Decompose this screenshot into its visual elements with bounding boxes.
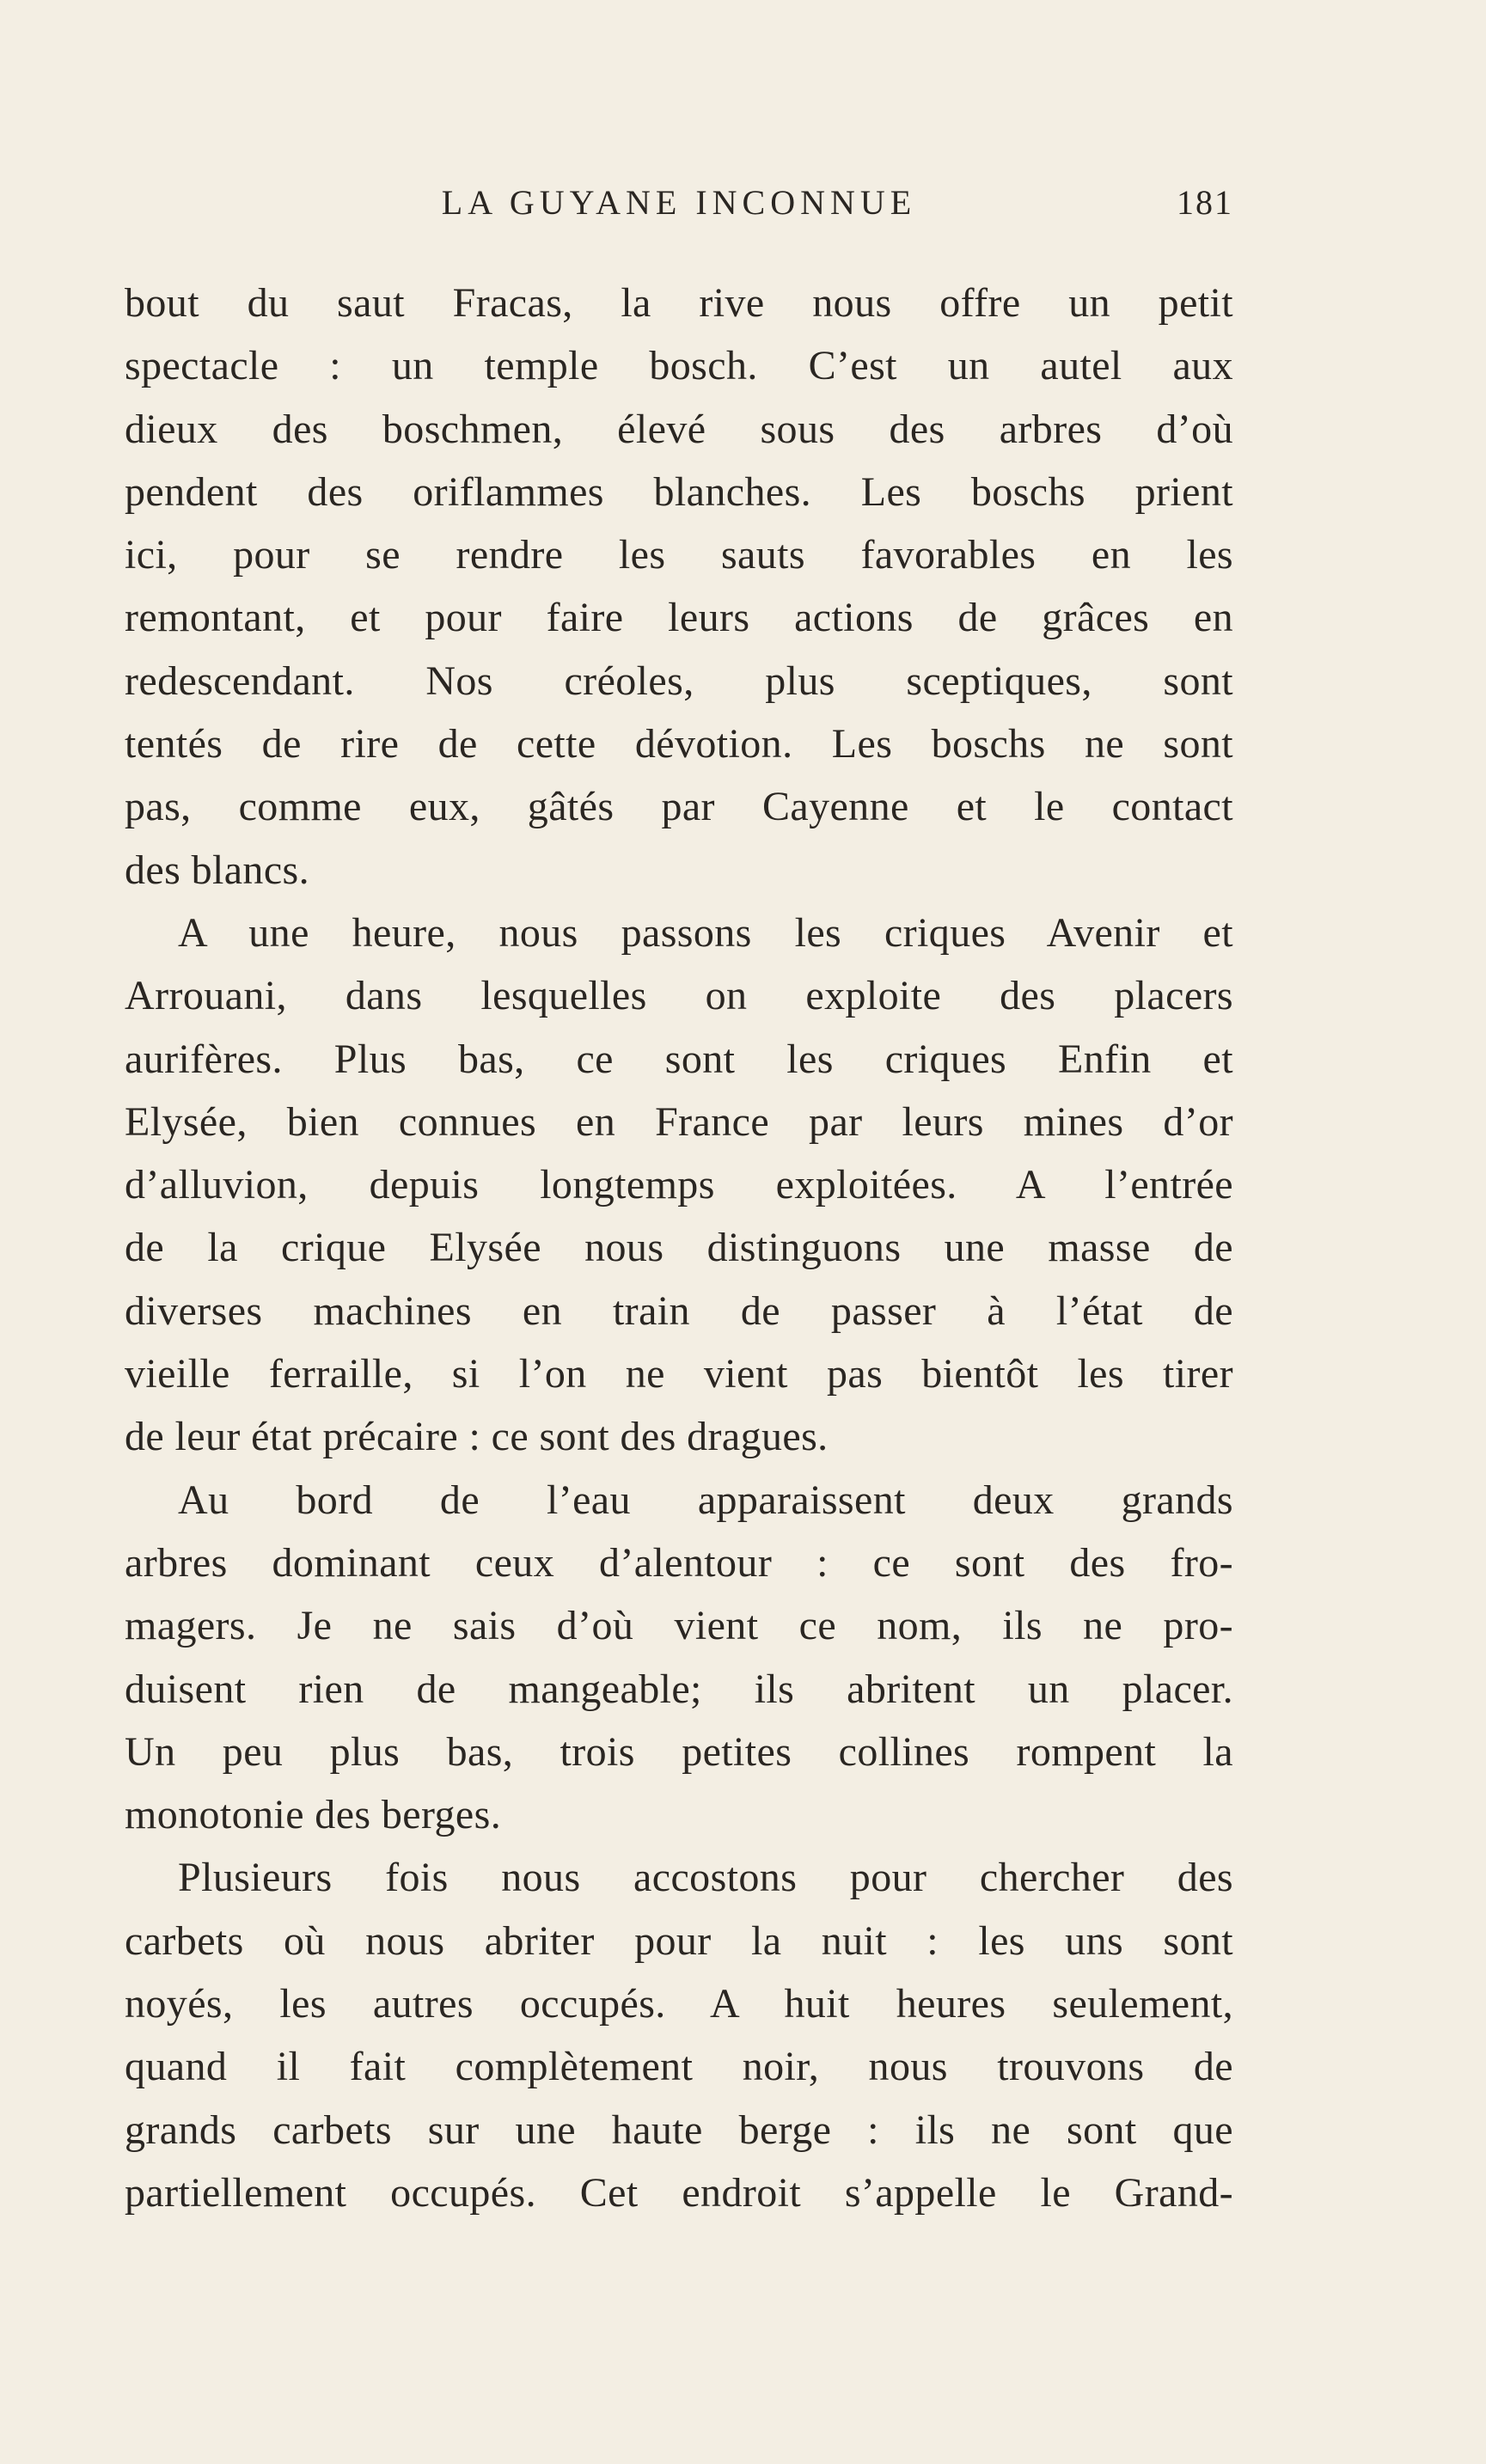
text-line: pendent des oriflammes blanches. Les boschs prient	[125, 468, 1233, 515]
text-line: d’alluvion, depuis longtemps exploitées. A l’entrée	[125, 1162, 1233, 1208]
running-head: LA GUYANE INCONNUE	[441, 183, 917, 222]
text-line: A une heure, nous passons les criques Avenir et	[178, 909, 1233, 956]
text-line: vieille ferraille, si l’on ne vient pas bientôt les tirer	[125, 1351, 1233, 1397]
text-line: monotonie des berges.	[125, 1792, 502, 1838]
text-line: quand il fait complètement noir, nous trouvons de	[125, 2044, 1233, 2090]
text-line: duisent rien de mangeable; ils abritent un placer.	[125, 1666, 1233, 1712]
text-line: partiellement occupés. Cet endroit s’appelle le Grand-	[125, 2169, 1233, 2216]
text-line: pas, comme eux, gâtés par Cayenne et le contact	[125, 784, 1233, 830]
page-number: 181	[1177, 183, 1233, 222]
page-header	[125, 182, 1233, 234]
text-line: aurifères. Plus bas, ce sont les criques Enfin et	[125, 1036, 1233, 1082]
text-line: de la crique Elysée nous distinguons une masse de	[125, 1225, 1233, 1271]
text-line: remontant, et pour faire leurs actions de grâces en	[125, 595, 1233, 641]
text-line: Arrouani, dans lesquelles on exploite des placers	[125, 973, 1233, 1019]
text-line: de leur état précaire : ce sont des dragues.	[125, 1414, 829, 1460]
text-line: diverses machines en train de passer à l’état de	[125, 1287, 1233, 1334]
text-line: des blancs.	[125, 847, 310, 893]
text-line: Un peu plus bas, trois petites collines rompent la	[125, 1728, 1233, 1775]
text-line: Plusieurs fois nous accostons pour chercher des	[178, 1855, 1233, 1901]
text-line: noyés, les autres occupés. A huit heures seulement,	[125, 1981, 1233, 2027]
text-line: grands carbets sur une haute berge : ils ne sont que	[125, 2106, 1233, 2153]
text-line: tentés de rire de cette dévotion. Les boschs ne sont	[125, 721, 1233, 767]
text-line: magers. Je ne sais d’où vient ce nom, ils ne pro-	[125, 1603, 1233, 1649]
text-line: Elysée, bien connues en France par leurs mines d’or	[125, 1098, 1233, 1145]
text-line: redescendant. Nos créoles, plus sceptiques, sont	[125, 657, 1233, 704]
text-line: dieux des boschmen, élevé sous des arbres d’où	[125, 406, 1233, 452]
text-line: carbets où nous abriter pour la nuit : les uns sont	[125, 1917, 1233, 1964]
text-line: Au bord de l’eau apparaissent deux grands	[178, 1477, 1233, 1523]
text-line: ici, pour se rendre les sauts favorables en les	[125, 532, 1233, 578]
text-line: bout du saut Fracas, la rive nous offre un petit	[125, 280, 1233, 326]
text-line: arbres dominant ceux d’alentour : ce sont des fro-	[125, 1539, 1233, 1586]
text-line: spectacle : un temple bosch. C’est un autel aux	[125, 343, 1233, 389]
body-text	[125, 272, 1233, 2224]
